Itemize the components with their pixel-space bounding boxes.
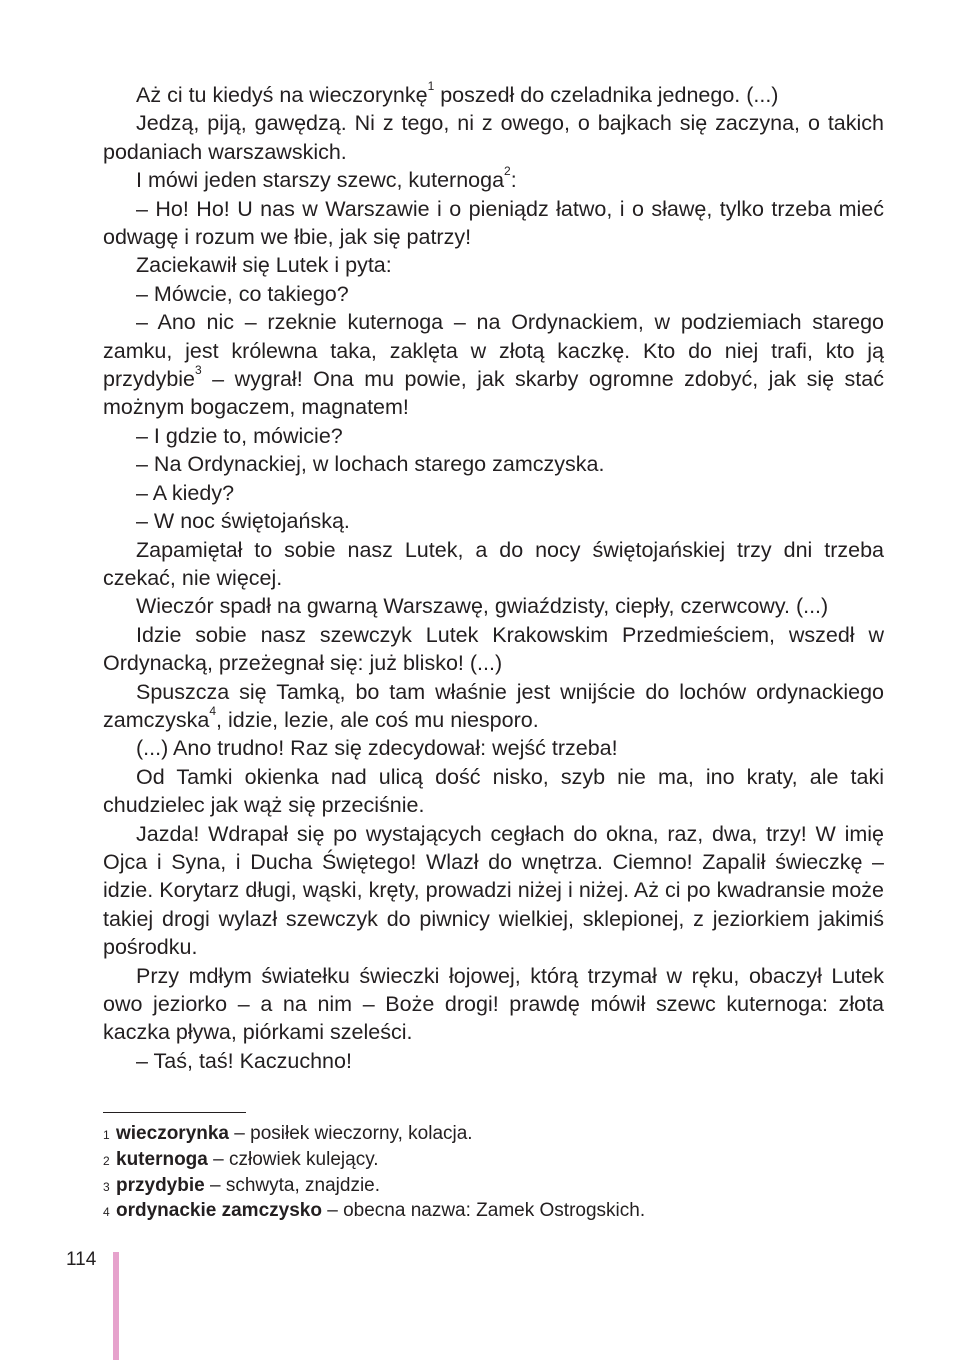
footnote-term: przydybie (116, 1174, 205, 1196)
paragraph: Jazda! Wdrapał się po wystających cegłach do okna, raz, dwa, trzy! W imię Ojca i Syna, i Ducha Świętego! Wlazł do wnętrza. Ciemno! Zapalił świeczkę – idzie. Korytarz długi, wąski, kręty, prowadzi niżej i niżej. Aż ci po kwadransie może takiej drogi wylazł szewczyk do piwnicy wielkiej, sklepionej, z jeziorkiem jakimiś pośrodku. (103, 821, 884, 960)
paragraph: Idzie sobie nasz szewczyk Lutek Krakowskim Przedmieściem, wszedł w Ordynacką, przeżegnał się: już blisko! (...) (103, 622, 884, 676)
footnote-definition: – obecna nazwa: Zamek Ostrogskich. (321, 1200, 646, 1222)
footnote (103, 1198, 884, 1224)
story-text (103, 81, 884, 1075)
footnote-number: 2 (103, 1153, 110, 1168)
footnote-ref: 1 (427, 79, 435, 93)
footnote-ref: 4 (209, 703, 217, 718)
footnotes (103, 1121, 884, 1224)
paragraph: (...) Ano trudno! Raz się zdecydował: wejść trzeba! (136, 736, 618, 761)
paragraph: – Ano nic – rzeknie kuternoga – na Ordynackiem, w podziemiach starego zamku, jest królewna taka, zaklęta w złotą kaczkę. Kto do niej trafi, kto ją przydybie$^3$ – wygrał! Ona mu powie, jak skarby ogromne zdobyć, jak się stać możnym bogaczem, magnatem! (103, 310, 884, 420)
paragraph: Spuszcza się Tamką, bo tam właśnie jest wnijście do lochów ordynackiego zamczyska$^4$, idzie, lezie, ale coś mu niesporo. (103, 679, 884, 732)
paragraph: Od Tamki okienka nad ulicą dość nisko, szyb nie ma, ino kraty, ale taki chudzielec jak wąż się przeciśnie. (103, 764, 884, 818)
paragraph: – I gdzie to, mówicie? (136, 423, 343, 448)
paragraph: I mówi jeden starszy szewc, kuternoga$^2$: (136, 164, 517, 193)
footnote-number: 1 (103, 1128, 110, 1142)
footnote-term: kuternoga (116, 1148, 208, 1170)
paragraph: – Mówcie, co takiego? (136, 281, 349, 306)
page-number: 114 (66, 1249, 97, 1270)
footnote-ref: 2 (504, 164, 511, 179)
paragraph: – W noc świętojańską. (136, 509, 350, 534)
footnote (103, 1147, 884, 1173)
paragraph: Zaciekawił się Lutek i pyta: (136, 253, 392, 278)
footnote-term: wieczorynka (116, 1123, 229, 1144)
paragraph: – Ho! Ho! U nas w Warszawie i o pieniądz łatwo, i o sławę, tylko trzeba mieć odwagę i rozum we łbie, jak się patrzy! (103, 196, 884, 250)
paragraph: Przy mdłym światełku świeczki łojowej, którą trzymał w ręku, obaczył Lutek owo jeziorko – a na nim – Boże drogi! prawdę mówił szewc kuternoga: złota kaczka pływa, piórkami szeleści. (103, 963, 884, 1045)
paragraph: Jedzą, piją, gawędzą. Ni z tego, ni z owego, o bajkach się zaczyna, o takich podaniach warszawskich. (103, 111, 884, 164)
paragraph: Zapamiętał to sobie nasz Lutek, a do nocy świętojańskiej trzy dni trzeba czekać, nie więcej. (103, 537, 884, 590)
footnote-number: 3 (103, 1179, 110, 1194)
paragraph: – A kiedy? (136, 480, 235, 505)
footnote-number: 4 (103, 1205, 110, 1220)
footnote-divider (103, 1112, 246, 1113)
page-edge-accent-bar (113, 1252, 119, 1360)
paragraph: – Taś, taś! Kaczuchno! (136, 1048, 352, 1073)
paragraph: Aż ci tu kiedyś na wieczorynkę$^1$ poszedł do czeladnika jednego. (...) (136, 79, 779, 107)
footnote (103, 1121, 884, 1147)
footnote (103, 1173, 884, 1199)
footnote-definition: – człowiek kulejący. (207, 1148, 379, 1170)
paragraph: – Na Ordynackiej, w lochach starego zamczyska. (136, 452, 605, 477)
paragraph: Wieczór spadł na gwarną Warszawę, gwiaździsty, ciepły, czerwcowy. (...) (136, 594, 829, 619)
footnote-definition: – schwyta, znajdzie. (204, 1174, 381, 1196)
footnote-ref: 3 (195, 363, 202, 378)
footnote-definition: – posiłek wieczorny, kolacja. (229, 1123, 473, 1144)
footnote-term: ordynackie zamczysko (116, 1200, 322, 1222)
